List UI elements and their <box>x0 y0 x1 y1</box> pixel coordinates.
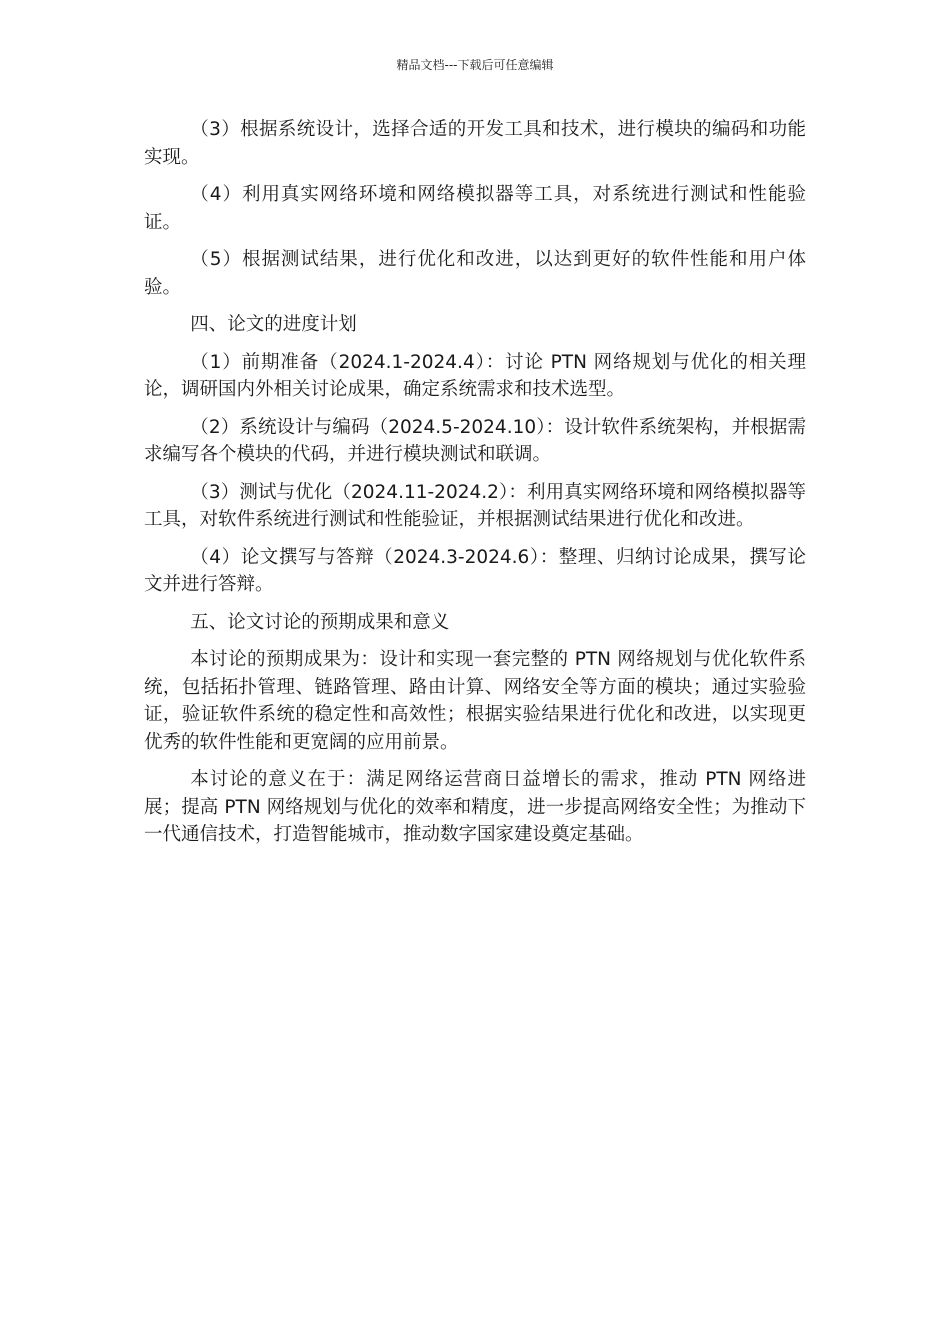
paragraph-step-4: （4）利用真实网络环境和网络模拟器等工具，对系统进行测试和性能验证。 <box>144 184 806 233</box>
section-heading-outcomes: 五、论文讨论的预期成果和意义 <box>190 611 450 633</box>
section-heading-schedule: 四、论文的进度计划 <box>190 314 357 335</box>
schedule-item-2: （2）系统设计与编码（2024.5-2024.10）：设计软件系统架构，并根据需求编写各个模块的代码，并进行模块测试和联调。 <box>144 416 806 465</box>
paragraph-step-5: （5）根据测试结果，进行优化和改进，以达到更好的软件性能和用户体验。 <box>144 249 806 298</box>
schedule-item-1: （1）前期准备（2024.1-2024.4）：讨论 PTN 网络规划与优化的相关理论，调研国内外相关讨论成果，确定系统需求和技术选型。 <box>144 351 806 400</box>
paragraph-step-3: （3）根据系统设计，选择合适的开发工具和技术，进行模块的编码和功能实现。 <box>144 119 806 168</box>
paragraph-expected-outcomes: 本讨论的预期成果为：设计和实现一套完整的 PTN 网络规划与优化软件系统，包括拓扑管理、链路管理、路由计算、网络安全等方面的模块；通过实验验证，验证软件系统的稳定性和高效性；根据实验结果进行优化和改进，以实现更优秀的软件性能和更宽阔的应用前景。 <box>144 649 806 753</box>
document-body <box>144 116 806 859</box>
schedule-item-3: （3）测试与优化（2024.11-2024.2）：利用真实网络环境和网络模拟器等工具，对软件系统进行测试和性能验证，并根据测试结果进行优化和改进。 <box>144 481 806 530</box>
paragraph-significance: 本讨论的意义在于：满足网络运营商日益增长的需求，推动 PTN 网络进展；提高 PTN 网络规划与优化的效率和精度，进一步提高网络安全性；为推动下一代通信技术，打造智能城市，推动数字国家建设奠定基础。 <box>144 769 806 845</box>
schedule-item-4: （4）论文撰写与答辩（2024.3-2024.6）：整理、归纳讨论成果，撰写论文并进行答辩。 <box>144 546 806 595</box>
page-header: 精品文档---下载后可任意编辑 <box>396 58 554 72</box>
